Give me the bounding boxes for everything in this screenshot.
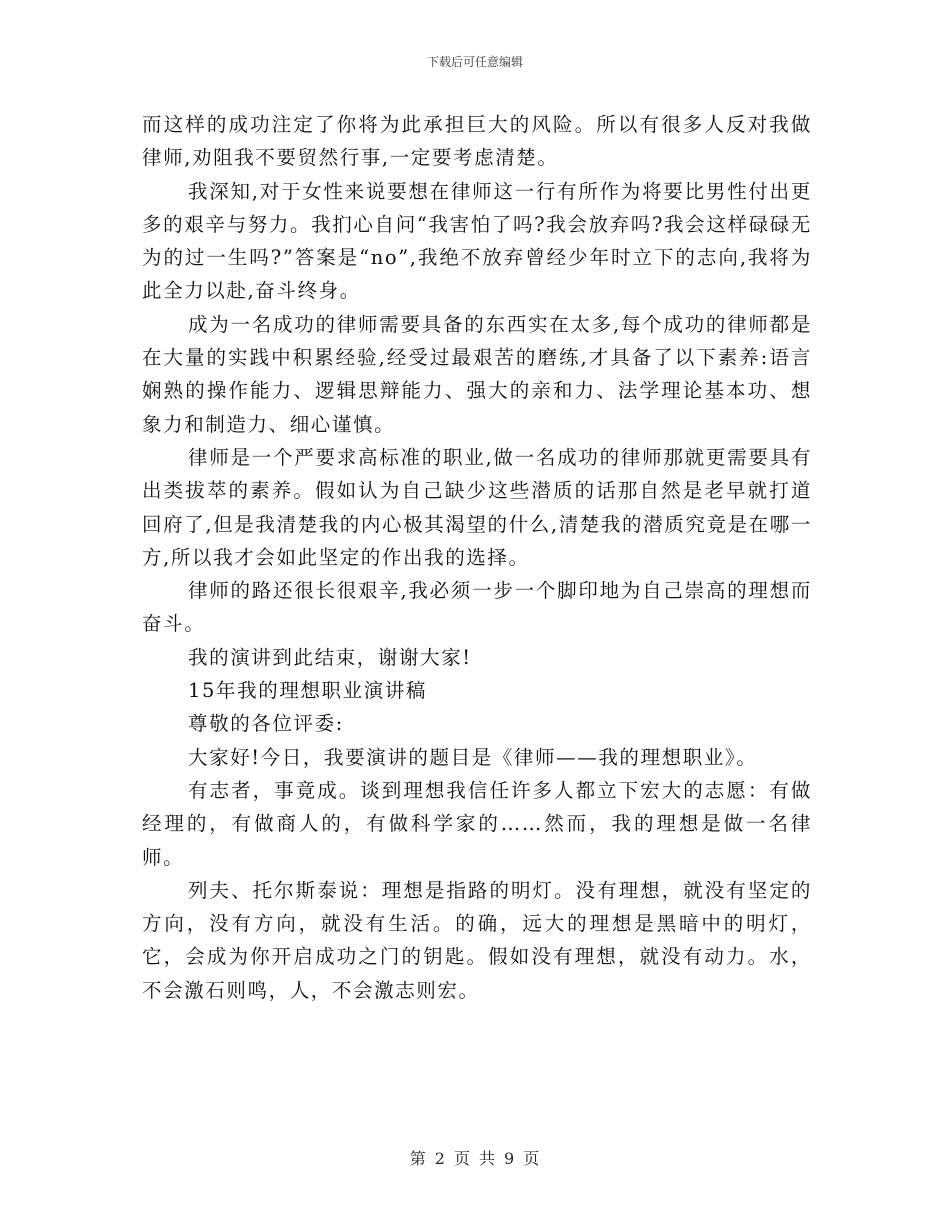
- page-number: 2: [434, 1149, 446, 1168]
- salutation: 尊敬的各位评委:: [188, 712, 344, 736]
- paragraph: 我的演讲到此结束，谢谢大家!: [188, 645, 472, 669]
- total-pages: 9: [504, 1149, 516, 1168]
- section-title: 15年我的理想职业演讲稿: [188, 679, 428, 703]
- paragraph: 律师的路还很长很艰辛,我必须一步一个脚印地为自己崇高的理想而奋斗。: [142, 579, 812, 636]
- total-unit: 页: [523, 1149, 541, 1168]
- paragraph: 大家好!今日，我要演讲的题目是《律师——我的理想职业》。: [188, 745, 758, 769]
- page-footer: [0, 1146, 950, 1169]
- page-prefix: 第: [409, 1149, 427, 1168]
- paragraph: 成为一名成功的律师需要具备的东西实在太多,每个成功的律师都是在大量的实践中积累经验,经受过最艰苦的磨练,才具备了以下素养:语言娴熟的操作能力、逻辑思辩能力、强大的亲和力、法学理论基本功、想象力和制造力、细心谨慎。: [142, 312, 812, 436]
- document-body: [142, 108, 812, 1007]
- page-unit: 页: [453, 1149, 471, 1168]
- total-prefix: 共: [479, 1149, 497, 1168]
- paragraph: 我深知,对于女性来说要想在律师这一行有所作为将要比男性付出更多的艰辛与努力。我扪心自问“我害怕了吗?我会放弃吗?我会这样碌碌无为的过一生吗?”答案是“no”,我绝不放弃曾经少年时立下的志向,我将为此全力以赴,奋斗终身。: [142, 179, 812, 303]
- page-header: 下载后可任意编辑: [426, 55, 523, 69]
- paragraph: 有志者，事竟成。谈到理想我信任许多人都立下宏大的志愿：有做经理的，有做商人的，有做科学家的……然而，我的理想是做一名律师。: [142, 778, 812, 869]
- paragraph: 律师是一个严要求高标准的职业,做一名成功的律师那就更需要具有出类拔萃的素养。假如认为自己缺少这些潜质的话那自然是老早就打道回府了,但是我清楚我的内心极其渴望的什么,清楚我的潜质究竟是在哪一方,所以我才会如此坚定的作出我的选择。: [142, 445, 812, 569]
- paragraph: 而这样的成功注定了你将为此承担巨大的风险。所以有很多人反对我做律师,劝阻我不要贸然行事,一定要考虑清楚。: [142, 113, 812, 170]
- paragraph: 列夫、托尔斯泰说：理想是指路的明灯。没有理想，就没有坚定的方向，没有方向，就没有生活。的确，远大的理想是黑暗中的明灯，它，会成为你开启成功之门的钥匙。假如没有理想，就没有动力。水，不会激石则鸣，人，不会激志则宏。: [142, 878, 812, 1002]
